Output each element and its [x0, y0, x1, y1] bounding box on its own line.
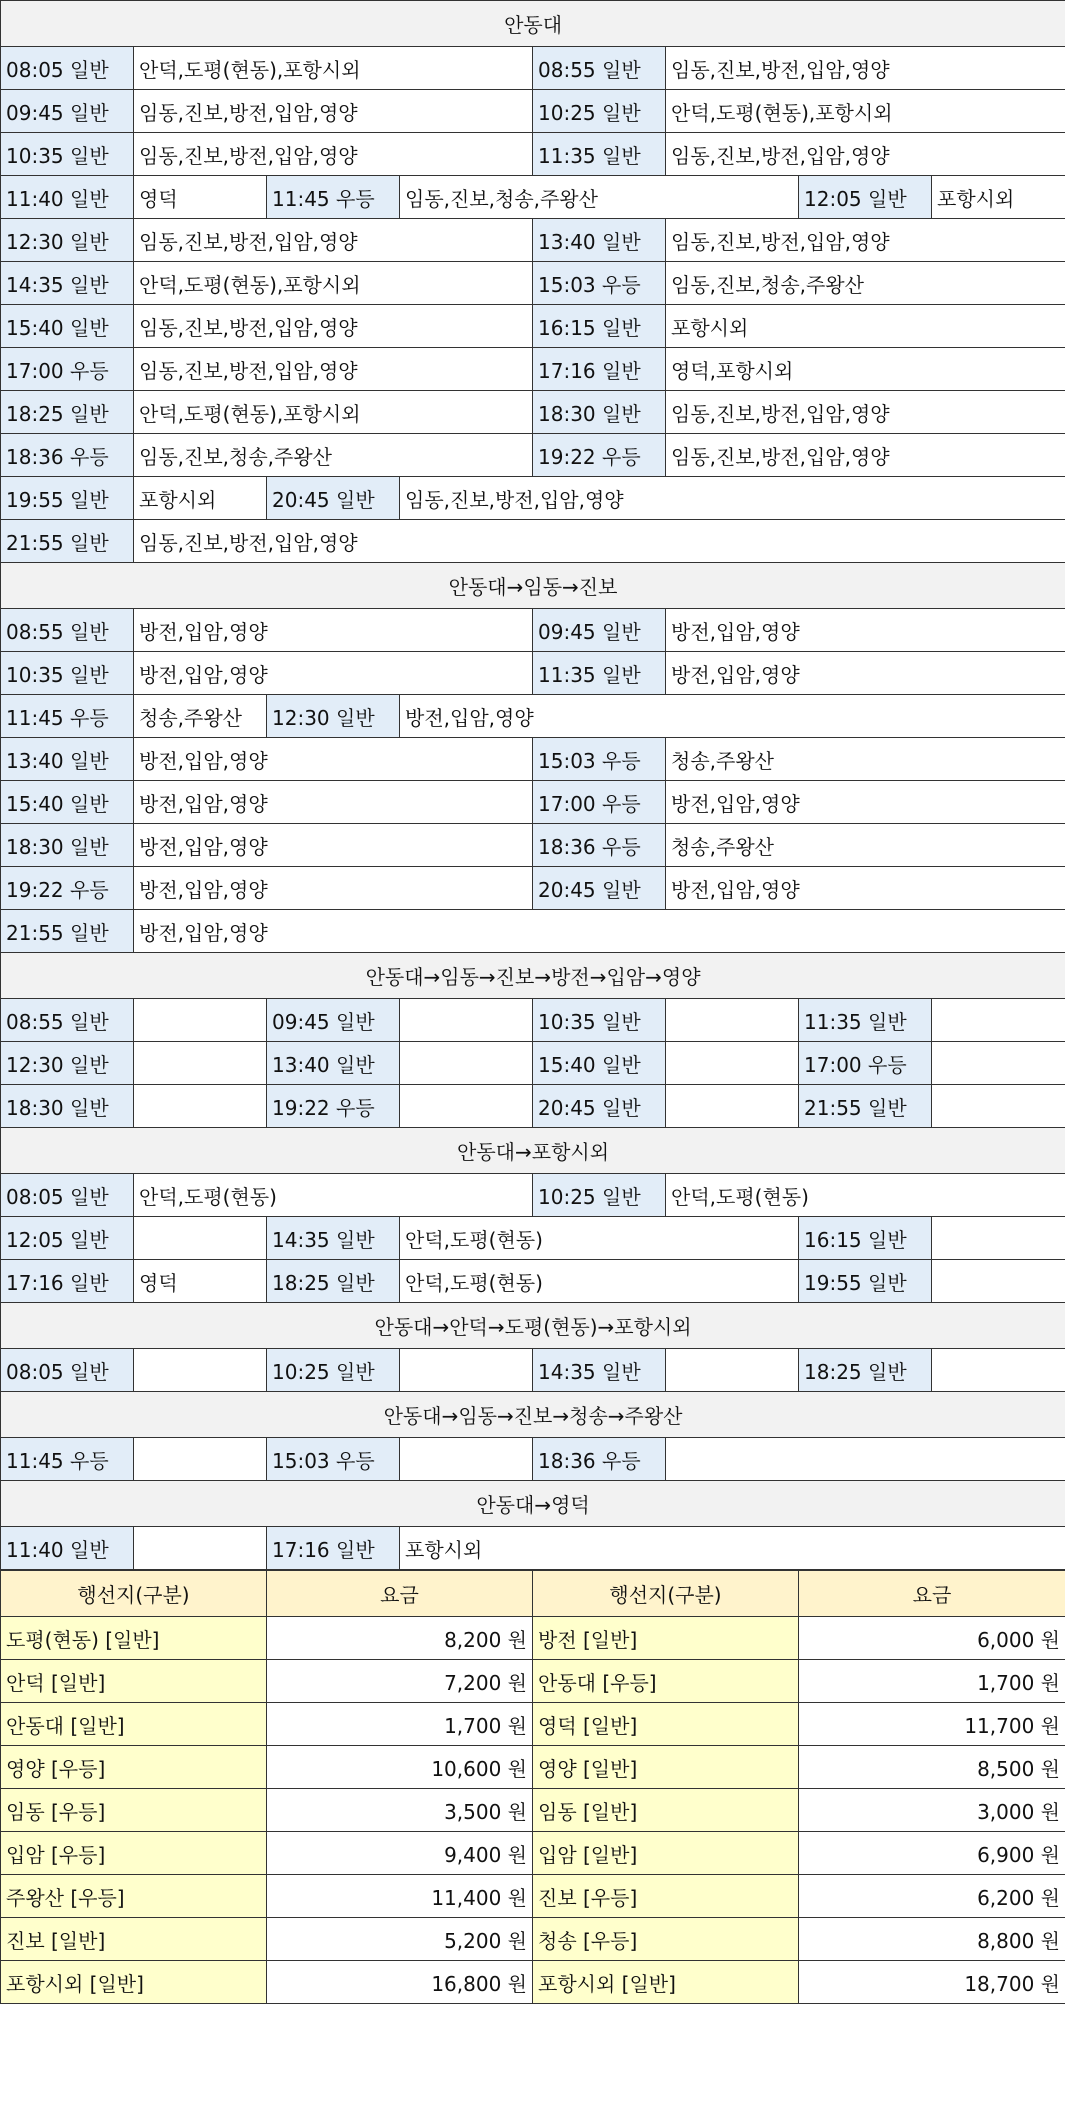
destination-stops: 영덕 [134, 1260, 267, 1303]
fare-price: 8,500 원 [799, 1746, 1065, 1789]
fare-price: 18,700 원 [799, 1961, 1065, 2004]
fare-price: 6,900 원 [799, 1832, 1065, 1875]
fare-destination: 청송 [우등] [533, 1918, 799, 1961]
fare-destination: 포항시외 [일반] [1, 1961, 267, 2004]
departure-time: 19:55 일반 [799, 1260, 932, 1303]
schedule-row [1, 305, 1065, 348]
section-title: 안동대→영덕 [1, 1481, 1065, 1527]
fare-destination: 안덕 [일반] [1, 1660, 267, 1703]
departure-time: 11:40 일반 [1, 176, 134, 219]
destination-stops [932, 1217, 1065, 1260]
departure-time: 18:25 일반 [267, 1260, 400, 1303]
destination-stops [666, 1085, 799, 1128]
departure-time: 15:40 일반 [1, 305, 134, 348]
schedule-row [1, 1042, 1065, 1085]
fare-row [1, 1660, 1065, 1703]
fare-price: 8,200 원 [267, 1617, 533, 1660]
destination-stops [134, 1438, 267, 1481]
destination-stops: 안덕,도평(현동),포항시외 [134, 262, 533, 305]
destination-stops: 임동,진보,방전,입암,영양 [666, 219, 1065, 262]
schedule-row [1, 176, 1065, 219]
fare-destination: 주왕산 [우등] [1, 1875, 267, 1918]
departure-time: 12:30 일반 [267, 695, 400, 738]
schedule-row [1, 1260, 1065, 1303]
departure-time: 14:35 일반 [267, 1217, 400, 1260]
destination-stops: 안덕,도평(현동) [400, 1217, 799, 1260]
departure-time: 16:15 일반 [799, 1217, 932, 1260]
fare-header-destination: 행선지(구분) [533, 1571, 799, 1617]
fare-header-row [1, 1571, 1065, 1617]
departure-time: 11:45 우등 [1, 695, 134, 738]
departure-time: 15:40 일반 [533, 1042, 666, 1085]
destination-stops: 안덕,도평(현동) [134, 1174, 533, 1217]
schedule-row [1, 1085, 1065, 1128]
fare-destination: 입암 [일반] [533, 1832, 799, 1875]
schedule-row [1, 652, 1065, 695]
section-title: 안동대→임동→진보→청송→주왕산 [1, 1392, 1065, 1438]
schedule-row [1, 1174, 1065, 1217]
departure-time: 21:55 일반 [1, 520, 134, 563]
departure-time: 15:03 우등 [533, 738, 666, 781]
departure-time: 16:15 일반 [533, 305, 666, 348]
fare-price: 1,700 원 [799, 1660, 1065, 1703]
departure-time: 11:45 우등 [267, 176, 400, 219]
fare-destination: 도평(현동) [일반] [1, 1617, 267, 1660]
departure-time: 10:35 일반 [1, 133, 134, 176]
departure-time: 15:03 우등 [267, 1438, 400, 1481]
departure-time: 09:45 일반 [1, 90, 134, 133]
departure-time: 15:03 우등 [533, 262, 666, 305]
fare-price: 3,000 원 [799, 1789, 1065, 1832]
fare-price: 1,700 원 [267, 1703, 533, 1746]
fare-row [1, 1789, 1065, 1832]
destination-stops: 포항시외 [666, 305, 1065, 348]
schedule-row [1, 695, 1065, 738]
departure-time: 15:40 일반 [1, 781, 134, 824]
section-title: 안동대 [1, 1, 1065, 47]
destination-stops: 방전,입암,영양 [134, 738, 533, 781]
section-header-row [1, 1303, 1065, 1349]
section-header-row [1, 563, 1065, 609]
schedule-row [1, 609, 1065, 652]
fare-body [1, 1617, 1065, 2004]
destination-stops: 방전,입암,영양 [134, 824, 533, 867]
section-header-row [1, 1392, 1065, 1438]
section-header-row [1, 953, 1065, 999]
departure-time: 14:35 일반 [1, 262, 134, 305]
departure-time: 20:45 일반 [533, 867, 666, 910]
departure-time: 18:25 일반 [799, 1349, 932, 1392]
departure-time: 18:36 우등 [533, 1438, 666, 1481]
destination-stops: 방전,입암,영양 [134, 867, 533, 910]
destination-stops: 영덕 [134, 176, 267, 219]
departure-time: 11:45 우등 [1, 1438, 134, 1481]
departure-time: 10:35 일반 [533, 999, 666, 1042]
fare-price: 6,000 원 [799, 1617, 1065, 1660]
fare-row [1, 1617, 1065, 1660]
departure-time: 19:22 우등 [533, 434, 666, 477]
fare-destination: 영덕 [일반] [533, 1703, 799, 1746]
departure-time: 08:55 일반 [1, 609, 134, 652]
fare-header-price: 요금 [799, 1571, 1065, 1617]
destination-stops: 임동,진보,방전,입암,영양 [134, 348, 533, 391]
destination-stops [932, 999, 1065, 1042]
departure-time: 08:05 일반 [1, 1349, 134, 1392]
destination-stops: 방전,입암,영양 [400, 695, 1065, 738]
destination-stops: 임동,진보,방전,입암,영양 [666, 434, 1065, 477]
destination-stops [134, 1217, 267, 1260]
schedule-row [1, 133, 1065, 176]
destination-stops [932, 1042, 1065, 1085]
destination-stops: 포항시외 [932, 176, 1065, 219]
fare-row [1, 1832, 1065, 1875]
destination-stops [666, 1349, 799, 1392]
destination-stops: 임동,진보,방전,입암,영양 [400, 477, 1065, 520]
destination-stops [666, 999, 799, 1042]
destination-stops [400, 1042, 533, 1085]
section-header-row [1, 1128, 1065, 1174]
fare-price: 9,400 원 [267, 1832, 533, 1875]
departure-time: 18:25 일반 [1, 391, 134, 434]
destination-stops: 포항시외 [134, 477, 267, 520]
departure-time: 12:05 일반 [1, 1217, 134, 1260]
section-title: 안동대→임동→진보 [1, 563, 1065, 609]
destination-stops: 방전,입암,영양 [134, 910, 1065, 953]
fare-price: 8,800 원 [799, 1918, 1065, 1961]
departure-time: 18:30 일반 [1, 1085, 134, 1128]
destination-stops: 임동,진보,방전,입암,영양 [666, 47, 1065, 90]
departure-time: 12:05 일반 [799, 176, 932, 219]
destination-stops: 안덕,도평(현동),포항시외 [666, 90, 1065, 133]
departure-time: 09:45 일반 [533, 609, 666, 652]
departure-time: 11:35 일반 [799, 999, 932, 1042]
departure-time: 17:16 일반 [1, 1260, 134, 1303]
destination-stops [932, 1349, 1065, 1392]
fare-price: 11,700 원 [799, 1703, 1065, 1746]
departure-time: 12:30 일반 [1, 219, 134, 262]
fare-price: 16,800 원 [267, 1961, 533, 2004]
destination-stops [400, 1085, 533, 1128]
destination-stops: 임동,진보,청송,주왕산 [400, 176, 799, 219]
schedule-row [1, 1527, 1065, 1570]
schedule-row [1, 910, 1065, 953]
destination-stops [134, 1042, 267, 1085]
destination-stops [134, 1085, 267, 1128]
schedule-row [1, 1349, 1065, 1392]
section-title: 안동대→안덕→도평(현동)→포항시외 [1, 1303, 1065, 1349]
schedule-row [1, 867, 1065, 910]
departure-time: 11:35 일반 [533, 133, 666, 176]
departure-time: 17:00 우등 [799, 1042, 932, 1085]
schedule-row [1, 219, 1065, 262]
destination-stops: 임동,진보,방전,입암,영양 [134, 520, 1065, 563]
fare-price: 6,200 원 [799, 1875, 1065, 1918]
destination-stops: 임동,진보,방전,입암,영양 [134, 305, 533, 348]
departure-time: 18:36 우등 [533, 824, 666, 867]
departure-time: 18:30 일반 [1, 824, 134, 867]
schedule-row [1, 477, 1065, 520]
schedule-row [1, 391, 1065, 434]
departure-time: 08:05 일반 [1, 1174, 134, 1217]
departure-time: 19:22 우등 [267, 1085, 400, 1128]
schedule-row [1, 90, 1065, 133]
destination-stops: 방전,입암,영양 [666, 867, 1065, 910]
destination-stops: 영덕,포항시외 [666, 348, 1065, 391]
departure-time: 18:30 일반 [533, 391, 666, 434]
departure-time: 10:35 일반 [1, 652, 134, 695]
schedule-row [1, 824, 1065, 867]
fare-table [0, 1570, 1065, 2004]
destination-stops: 방전,입암,영양 [134, 609, 533, 652]
departure-time: 17:00 우등 [1, 348, 134, 391]
schedule-row [1, 434, 1065, 477]
fare-row [1, 1703, 1065, 1746]
departure-time: 13:40 일반 [1, 738, 134, 781]
destination-stops: 임동,진보,방전,입암,영양 [666, 391, 1065, 434]
fare-destination: 방전 [일반] [533, 1617, 799, 1660]
departure-time: 08:55 일반 [1, 999, 134, 1042]
fare-price: 5,200 원 [267, 1918, 533, 1961]
fare-price: 11,400 원 [267, 1875, 533, 1918]
fare-destination: 진보 [일반] [1, 1918, 267, 1961]
departure-time: 19:55 일반 [1, 477, 134, 520]
departure-time: 13:40 일반 [533, 219, 666, 262]
destination-stops: 안덕,도평(현동) [666, 1174, 1065, 1217]
schedule-row [1, 262, 1065, 305]
departure-time: 10:25 일반 [533, 90, 666, 133]
destination-stops: 청송,주왕산 [134, 695, 267, 738]
destination-stops [400, 1438, 533, 1481]
destination-stops: 임동,진보,방전,입암,영양 [666, 133, 1065, 176]
fare-destination: 안동대 [우등] [533, 1660, 799, 1703]
schedule-row [1, 999, 1065, 1042]
destination-stops: 방전,입암,영양 [666, 609, 1065, 652]
departure-time: 18:36 우등 [1, 434, 134, 477]
destination-stops: 방전,입암,영양 [134, 781, 533, 824]
destination-stops [134, 1527, 267, 1570]
departure-time: 20:45 일반 [533, 1085, 666, 1128]
schedule-body [1, 1, 1065, 1570]
fare-destination: 입암 [우등] [1, 1832, 267, 1875]
fare-header-price: 요금 [267, 1571, 533, 1617]
destination-stops: 임동,진보,방전,입암,영양 [134, 90, 533, 133]
schedule-row [1, 348, 1065, 391]
destination-stops [932, 1260, 1065, 1303]
departure-time: 17:00 우등 [533, 781, 666, 824]
schedule-row [1, 781, 1065, 824]
destination-stops [134, 999, 267, 1042]
fare-header-destination: 행선지(구분) [1, 1571, 267, 1617]
destination-stops: 임동,진보,청송,주왕산 [134, 434, 533, 477]
fare-price: 3,500 원 [267, 1789, 533, 1832]
section-title: 안동대→포항시외 [1, 1128, 1065, 1174]
fare-row [1, 1918, 1065, 1961]
fare-destination: 영양 [일반] [533, 1746, 799, 1789]
fare-destination: 포항시외 [일반] [533, 1961, 799, 2004]
departure-time: 19:22 우등 [1, 867, 134, 910]
departure-time: 11:40 일반 [1, 1527, 134, 1570]
departure-time: 08:55 일반 [533, 47, 666, 90]
fare-row [1, 1961, 1065, 2004]
destination-stops: 안덕,도평(현동) [400, 1260, 799, 1303]
destination-stops [134, 1349, 267, 1392]
departure-time: 10:25 일반 [533, 1174, 666, 1217]
departure-time: 10:25 일반 [267, 1349, 400, 1392]
destination-stops [400, 1349, 533, 1392]
departure-time: 11:35 일반 [533, 652, 666, 695]
destination-stops: 안덕,도평(현동),포항시외 [134, 391, 533, 434]
fare-destination: 영양 [우등] [1, 1746, 267, 1789]
destination-stops: 포항시외 [400, 1527, 1065, 1570]
schedule-row [1, 47, 1065, 90]
schedule-row [1, 520, 1065, 563]
destination-stops [666, 1042, 799, 1085]
departure-time: 20:45 일반 [267, 477, 400, 520]
departure-time: 08:05 일반 [1, 47, 134, 90]
destination-stops [400, 999, 533, 1042]
destination-stops: 청송,주왕산 [666, 738, 1065, 781]
schedule-row [1, 1438, 1065, 1481]
fare-destination: 임동 [우등] [1, 1789, 267, 1832]
destination-stops: 안덕,도평(현동),포항시외 [134, 47, 533, 90]
departure-time: 09:45 일반 [267, 999, 400, 1042]
destination-stops: 임동,진보,방전,입암,영양 [134, 219, 533, 262]
fare-destination: 임동 [일반] [533, 1789, 799, 1832]
fare-destination: 안동대 [일반] [1, 1703, 267, 1746]
fare-row [1, 1746, 1065, 1789]
fare-price: 10,600 원 [267, 1746, 533, 1789]
section-title: 안동대→임동→진보→방전→입암→영양 [1, 953, 1065, 999]
destination-stops [932, 1085, 1065, 1128]
departure-time: 17:16 일반 [533, 348, 666, 391]
departure-time: 12:30 일반 [1, 1042, 134, 1085]
destination-stops: 방전,입암,영양 [666, 652, 1065, 695]
departure-time: 13:40 일반 [267, 1042, 400, 1085]
fare-row [1, 1875, 1065, 1918]
destination-stops: 임동,진보,방전,입암,영양 [134, 133, 533, 176]
section-header-row [1, 1, 1065, 47]
destination-stops: 방전,입암,영양 [666, 781, 1065, 824]
schedule-row [1, 1217, 1065, 1260]
schedule-row [1, 738, 1065, 781]
section-header-row [1, 1481, 1065, 1527]
fare-price: 7,200 원 [267, 1660, 533, 1703]
fare-destination: 진보 [우등] [533, 1875, 799, 1918]
departure-time: 17:16 일반 [267, 1527, 400, 1570]
destination-stops [666, 1438, 1065, 1481]
departure-time: 21:55 일반 [799, 1085, 932, 1128]
departure-time: 14:35 일반 [533, 1349, 666, 1392]
destination-stops: 방전,입암,영양 [134, 652, 533, 695]
departure-time: 21:55 일반 [1, 910, 134, 953]
destination-stops: 임동,진보,청송,주왕산 [666, 262, 1065, 305]
destination-stops: 청송,주왕산 [666, 824, 1065, 867]
